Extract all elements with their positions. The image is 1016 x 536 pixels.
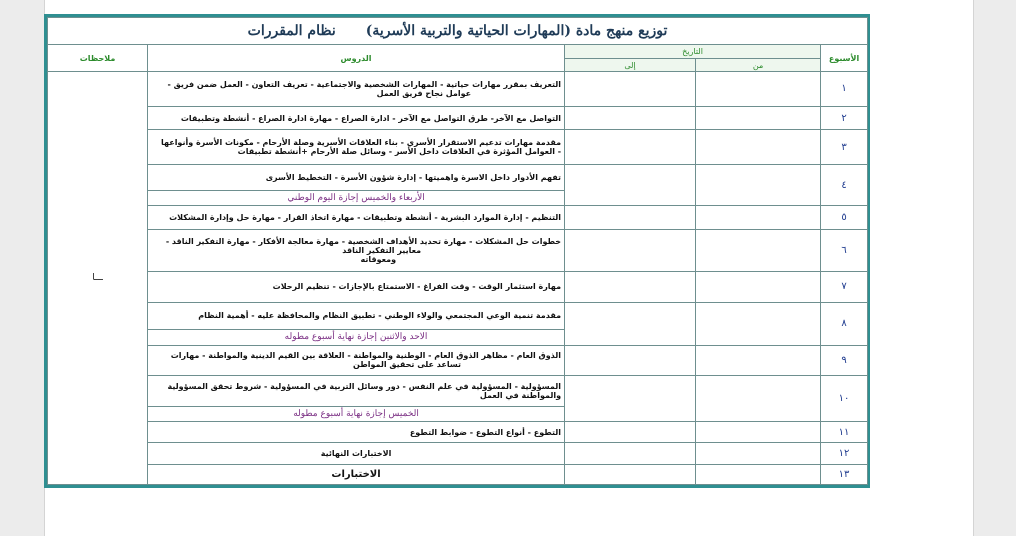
date-from-cell [696,422,821,442]
date-from-cell [696,345,821,376]
table-row [48,229,868,271]
lesson-line: مقدمة تنمية الوعي المجتمعي والولاء الوطني - تطبيق النظام والمحافظة عليه - أهمية النظام [198,311,562,321]
table-row [48,442,868,465]
date-to-cell [565,206,696,230]
lesson-line: التطوع - أنواع التطوع - ضوابط التطوع [409,427,562,437]
date-from-cell [696,442,821,465]
lesson-line: التواصل مع الآخر- طرق التواصل مع الآخر - ادارة الصراع - مهارة ادارة الصراع - أنشطة وتطبيقات [180,113,562,123]
table-row [48,376,868,407]
table-row [48,345,868,376]
lesson-cell [148,302,565,330]
lesson-cell [148,465,565,485]
table-row [48,130,868,165]
lesson-cell [148,72,565,107]
table-row [48,72,868,107]
date-from-cell [696,271,821,302]
week-number: ٣ [821,130,868,165]
title-main: توزيع منهج مادة (المهارات الحياتية والتربية الأسرية) [365,23,668,39]
week-number: ١٢ [821,442,868,465]
lesson-line: المسؤولية - المسؤولية في علم النفس - دور وسائل التربية في المسؤولية - شروط تحقق المسؤولية [167,382,562,392]
date-from-cell [696,465,821,485]
lesson-cell [148,106,565,130]
header-lessons: الدروس [148,45,565,72]
date-from-cell [696,206,821,230]
lesson-line: التنظيم - إدارة الموارد البشرية - أنشطة وتطبيقات - مهارة اتخاذ القرار - مهارة حل وإدارة المشكلات [169,212,562,222]
table-row [48,465,868,485]
lesson-cell [148,130,565,165]
schedule-frame [44,14,870,488]
date-from-cell [696,302,821,345]
date-to-cell [565,130,696,165]
lesson-line: معايير التفكير الناقد [342,245,422,255]
table-row [48,165,868,191]
header-from: من [696,59,821,72]
date-from-cell [696,72,821,107]
lesson-line: عوامل نجاح فريق العمل [376,88,472,98]
date-to-cell [565,229,696,271]
lesson-cell [148,376,565,407]
week-number: ١١ [821,422,868,442]
date-to-cell [565,422,696,442]
header-to: إلى [565,59,696,72]
date-to-cell [565,165,696,206]
holiday-note: الخميس إجازة نهاية أسبوع مطوله [148,406,565,421]
lesson-line: التعريف بمقرر مهارات حياتية - المهارات الشخصية والاجتماعية - تعريف التعاون - العمل ضمن فريق - [167,79,562,89]
date-from-cell [696,376,821,422]
lesson-line: والمواطنة في العمل [479,391,562,401]
week-number: ٤ [821,165,868,206]
date-to-cell [565,376,696,422]
schedule-rows [48,72,868,485]
header-date: التاريخ [565,45,821,59]
lesson-cell [148,165,565,191]
table-row [48,271,868,302]
week-number: ٨ [821,302,868,345]
date-from-cell [696,165,821,206]
lesson-cell [148,422,565,442]
schedule-table [47,17,868,485]
week-number: ٢ [821,106,868,130]
week-number: ٥ [821,206,868,230]
lesson-line: الاختبارات [331,469,381,481]
lesson-line: تفهم الأدوار داخل الاسرة واهميتها - إدارة شؤون الأسرة - التخطيط الأسرى [265,173,562,183]
date-from-cell [696,229,821,271]
lesson-cell [148,345,565,376]
date-to-cell [565,72,696,107]
date-from-cell [696,106,821,130]
table-row [48,422,868,442]
table-row [48,106,868,130]
lesson-line: مقدمة مهارات تدعيم الاستقرار الأسري - بناء العلاقات الأسرية وصلة الأرحام - مكونات الأسرة وأنواعها [160,138,562,148]
lesson-line: - العوامل المؤثرة في العلاقات داخل الأسر - وسائل صلة الأرحام +أنشطة تطبيقات [237,147,562,157]
date-to-cell [565,465,696,485]
date-to-cell [565,442,696,465]
week-number: ٩ [821,345,868,376]
notes-cell [48,72,148,485]
lesson-line: خطوات حل المشكلات - مهارة تحديد الأهداف الشخصية - مهارة معالجة الأفكار - مهارة التفكير الناقد - [165,236,562,246]
date-to-cell [565,345,696,376]
lesson-cell [148,206,565,230]
document-title [48,18,868,45]
week-number: ١ [821,72,868,107]
lesson-cell [148,271,565,302]
week-number: ١٠ [821,376,868,422]
holiday-note: الأربعاء والخميس إجازة اليوم الوطني [148,190,565,205]
lesson-line: الاختبارات النهائية [320,449,392,459]
header-notes: ملاحظات [48,45,148,72]
lesson-line: مهارة استثمار الوقت - وقت الفراغ - الاستمتاع بالإجازات - تنظيم الرحلات [272,282,562,292]
week-number: ٦ [821,229,868,271]
week-number: ١٣ [821,465,868,485]
date-to-cell [565,302,696,345]
date-to-cell [565,106,696,130]
lesson-cell [148,442,565,465]
lesson-line: تساعد على تحقيق المواطن [353,360,462,370]
table-row [48,206,868,230]
holiday-note: الاحد والاثنين إجازة نهاية أسبوع مطوله [148,330,565,345]
lesson-line: الذوق العام - مظاهر الذوق العام - الوطنية والمواطنة - العلاقة بين القيم الدينية والمواطنة - مهارات [170,351,562,361]
week-number: ٧ [821,271,868,302]
title-system: نظام المقررات [247,23,336,39]
table-row [48,302,868,330]
date-to-cell [565,271,696,302]
date-from-cell [696,130,821,165]
header-week: الأسبوع [821,45,868,72]
lesson-line: ومعوقاته [360,254,397,264]
lesson-cell [148,229,565,271]
notes-mark: ـــا [92,273,103,283]
